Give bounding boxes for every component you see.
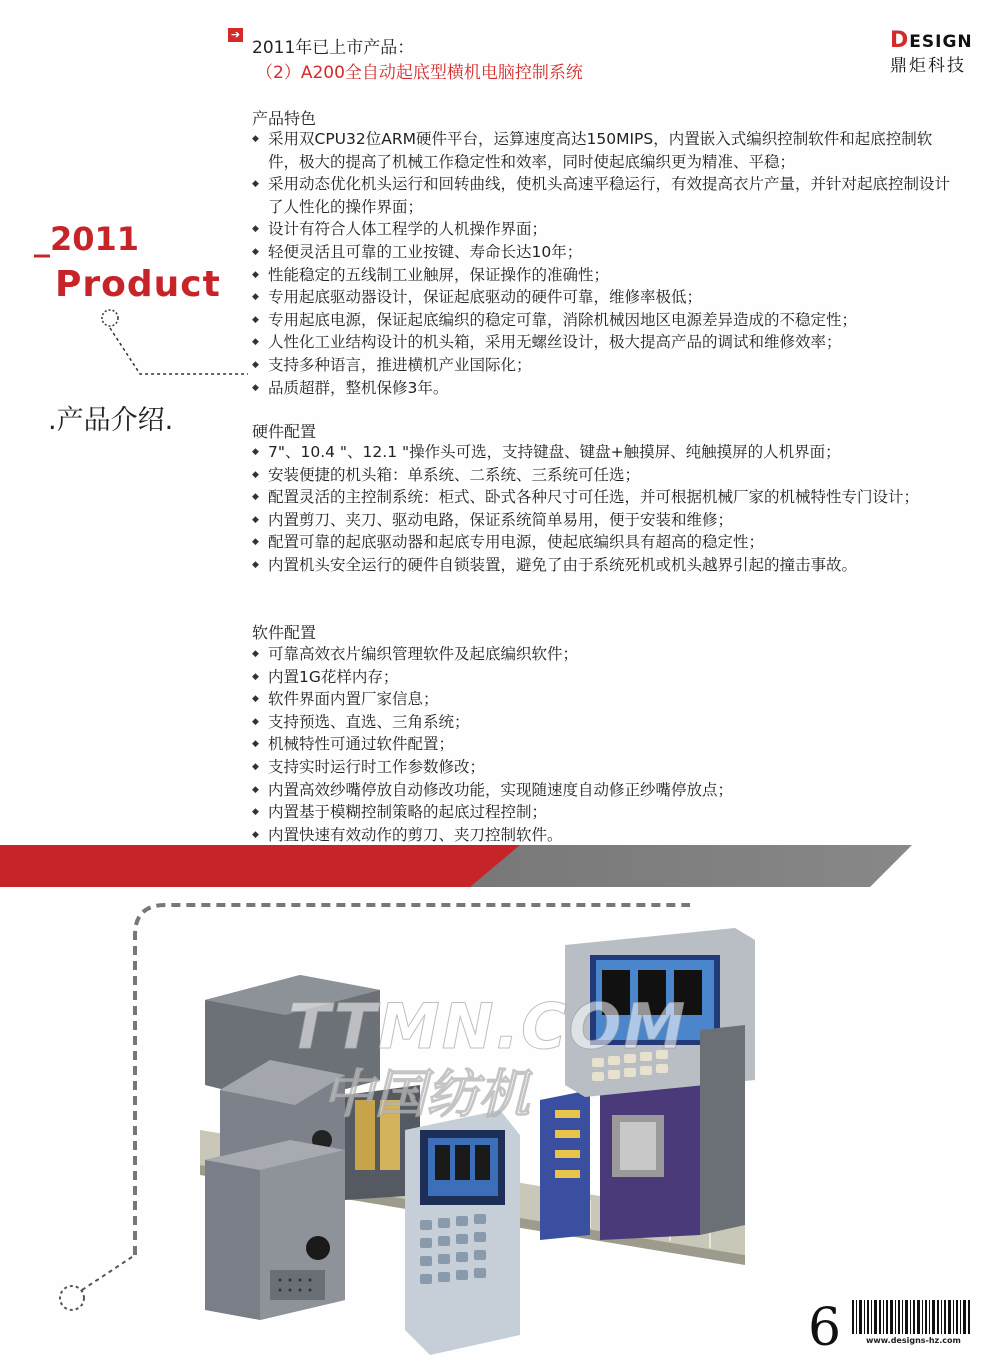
list-item: ◆ 内置快速有效动作的剪刀、夹刀控制软件。 [252,824,952,847]
list-item: ◆ 专用起底驱动器设计，保证起底驱动的硬件可靠，维修率极低； [252,286,952,309]
list-item: ◆ 设计有符合人体工程学的人机操作界面； [252,218,952,241]
list-item: ◆ 配置可靠的起底驱动器和起底专用电源，使起底编织具有超高的稳定性； [252,531,952,554]
list-item: ◆ 支持多种语言，推进横机产业国际化； [252,354,952,377]
section-title-hardware: 硬件配置 [252,422,317,441]
list-item: ◆ 内置基于模糊控制策略的起底过程控制； [252,801,952,824]
list-item: ◆ 可靠高效衣片编织管理软件及起底编织软件； [252,643,952,666]
site-url: www.designs-hz.com [866,1336,961,1345]
watermark-cn: 中国纺机 [322,1065,531,1125]
list-item: ◆ 支持预选、直选、三角系统； [252,711,952,734]
list-item: ◆ 机械特性可通过软件配置； [252,733,952,756]
list-item: ◆ 内置剪刀、夹刀、驱动电路，保证系统简单易用，便于安装和维修； [252,509,952,532]
list-item: ◆ 专用起底电源，保证起底编织的稳定可靠，消除机械因地区电源差异造成的不稳定性； [252,309,952,332]
header-subtitle: （2）A200全自动起底型横机电脑控制系统 [256,63,583,83]
list-item: ◆ 性能稳定的五线制工业触屏，保证操作的准确性； [252,264,952,287]
list-item: ◆ 采用动态优化机头运行和回转曲线，使机头高速平稳运行，有效提高衣片产量，并针对起底控制设计了人性化的操作界面； [252,173,952,218]
list-item: ◆ 内置1G花样内存； [252,666,952,689]
barcode-icon [852,1300,970,1334]
list-item: ◆ 品质超群，整机保修3年。 [252,377,952,400]
list-item: ◆ 采用双CPU32位ARM硬件平台，运算速度高达150MIPS，内置嵌入式编织控制软件和起底控制软件，极大的提高了机械工作稳定性和效率，同时使起底编织更为精准、平稳； [252,128,952,173]
page-number: 6 [808,1298,842,1355]
list-item: ◆ 内置高效纱嘴停放自动修改功能，实现随速度自动修正纱嘴停放点； [252,779,952,802]
logo-word: ESIGN [909,32,973,52]
logo-subtitle: 鼎炬科技 [890,56,966,76]
side-product: Product [55,264,221,305]
logo-initial: D [890,28,910,53]
arrow-icon: ➔ [228,28,243,42]
section-title-features: 产品特色 [252,109,317,128]
watermark-en: TTMN.COM [288,990,688,1063]
side-intro: .产品介绍. [48,405,174,436]
list-item: ◆ 内置机头安全运行的硬件自锁装置，避免了由于系统死机或机头越界引起的撞击事故。 [252,554,952,577]
list-item: ◆ 轻便灵活且可靠的工业按键、寿命长达10年； [252,241,952,264]
list-item: ◆ 配置灵活的主控制系统：柜式、卧式各种尺寸可任选，并可根据机械厂家的机械特性专门设计； [252,486,952,509]
section-title-software: 软件配置 [252,623,317,642]
list-item: ◆ 7"、10.4 "、12.1 "操作头可选，支持键盘、键盘+触摸屏、纯触摸屏的人机界面； [252,441,952,464]
list-item: ◆ 人性化工业结构设计的机头箱，采用无螺丝设计，极大提高产品的调试和维修效率； [252,331,952,354]
list-item: ◆ 安装便捷的机头箱：单系统、二系统、三系统可任选； [252,464,952,487]
list-item: ◆ 支持实时运行时工作参数修改； [252,756,952,779]
header-title: 2011年已上市产品： [252,38,415,58]
list-item: ◆ 软件界面内置厂家信息； [252,688,952,711]
side-year: _2011 [34,220,140,258]
